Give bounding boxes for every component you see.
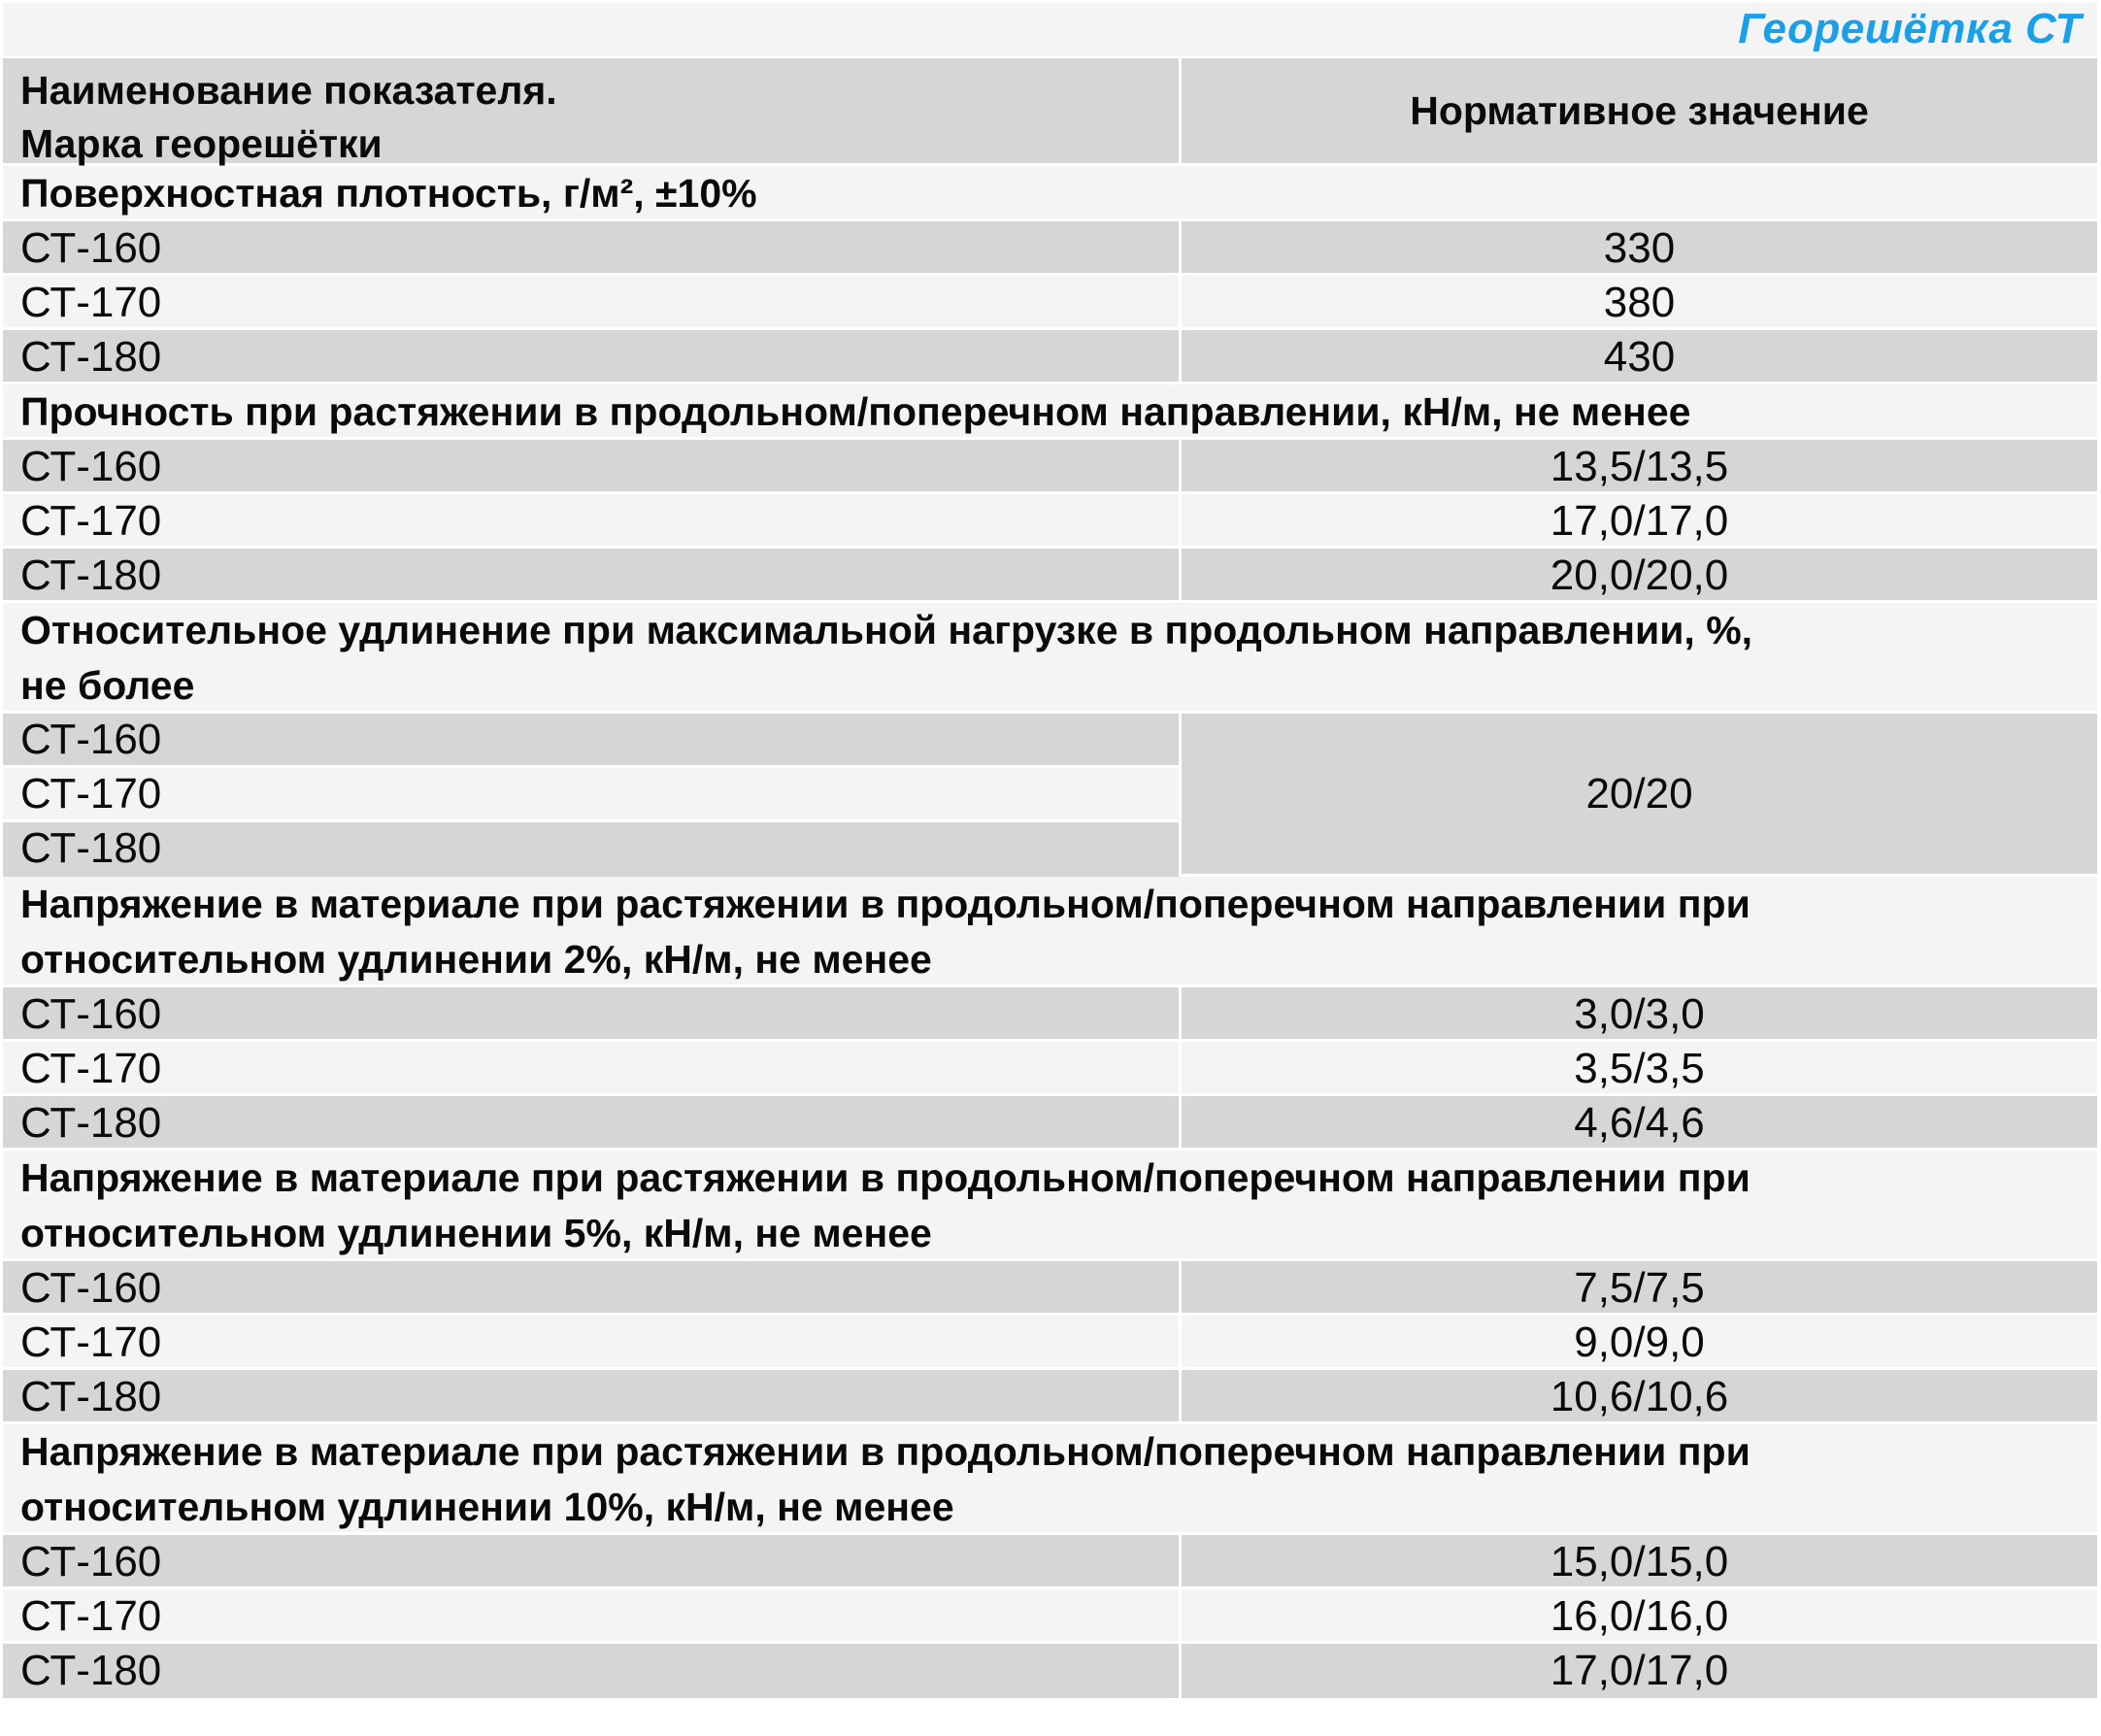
section-title-line-1: Напряжение в материале при растяжении в продольном/поперечном направлении при [20,1429,1751,1474]
title-bar [3,3,2097,56]
section-title-line-1: Относительное удлинение при максимальной нагрузке в продольном направлении, %, [20,608,1753,652]
table-header [3,58,2097,166]
table-row [3,549,2097,603]
table-row [3,1589,2097,1644]
value-cell: 4,6/4,6 [1574,1099,1705,1147]
grade-cell: СТ-160 [3,221,1182,273]
table-row [3,1316,2097,1370]
merged-value-cell: 20/20 [1182,714,2097,874]
section-title [3,1151,2097,1261]
header-line-1: Наименование показателя. [20,68,557,113]
section-title [3,1424,2097,1535]
value-cell: 380 [1603,279,1676,326]
value-cell: 17,0/17,0 [1550,497,1729,545]
spec-table [3,58,2097,1698]
table-row [3,1261,2097,1316]
header-indicator-name [3,58,1182,166]
grade-cell: СТ-160 [3,1535,1182,1586]
table-row [3,1096,2097,1151]
value-cell: 10,6/10,6 [1550,1373,1729,1420]
grade-cell: СТ-170 [3,276,1182,327]
table-row [3,1042,2097,1096]
grade-cell: СТ-160 [3,1261,1182,1313]
section-title: Прочность при растяжении в продольном/поперечном направлении, кН/м, не менее [3,384,2097,440]
table-row [3,1535,2097,1589]
value-cell: 13,5/13,5 [1550,443,1729,490]
section-title-line-1: Напряжение в материале при растяжении в продольном/поперечном направлении при [20,1155,1751,1200]
grade-column [3,714,1182,874]
value-cell: 3,5/3,5 [1574,1045,1705,1092]
grade-cell: СТ-160 [3,714,1179,768]
table-row [3,276,2097,330]
header-normative-value: Нормативное значение [1410,87,1869,133]
table-row [3,1644,2097,1698]
section-title-line-2: не более [20,663,195,708]
section-title [3,877,2097,987]
grade-cell: СТ-180 [3,1644,1182,1698]
section-title-line-2: относительном удлинении 5%, кН/м, не менее [20,1211,932,1255]
grade-cell: СТ-170 [3,768,1179,822]
grade-cell: СТ-160 [3,440,1182,491]
value-cell: 430 [1603,333,1676,381]
table-row [3,1370,2097,1424]
grade-cell: СТ-170 [3,1316,1182,1367]
value-cell: 330 [1603,224,1676,272]
table-row [3,221,2097,276]
header-line-2: Марка георешётки [20,121,383,166]
value-cell: 16,0/16,0 [1550,1592,1729,1640]
value-cell: 20,0/20,0 [1550,551,1729,599]
section-title-line-2: относительном удлинении 2%, кН/м, не менее [20,937,932,982]
section-title [3,603,2097,714]
section-title: Поверхностная плотность, г/м², ±10% [3,166,2097,221]
section-title-line-2: относительном удлинении 10%, кН/м, не менее [20,1485,954,1529]
table-row [3,330,2097,384]
grade-cell: СТ-180 [3,1096,1182,1148]
grade-cell: СТ-180 [3,1370,1182,1421]
value-cell: 9,0/9,0 [1574,1319,1705,1366]
grade-cell: СТ-170 [3,1589,1182,1641]
grade-cell: СТ-180 [3,822,1179,877]
section-title-line-1: Напряжение в материале при растяжении в продольном/поперечном направлении при [20,882,1751,926]
value-cell: 15,0/15,0 [1550,1538,1729,1586]
grade-cell: СТ-170 [3,494,1182,546]
table-row [3,987,2097,1042]
grade-cell: СТ-160 [3,987,1182,1039]
grade-cell: СТ-180 [3,330,1182,382]
value-cell: 3,0/3,0 [1574,990,1705,1038]
document-title: Георешётка СТ [1738,5,2082,52]
table-row [3,494,2097,549]
merged-rows [3,714,2097,877]
value-cell: 17,0/17,0 [1550,1647,1729,1694]
value-cell: 7,5/7,5 [1574,1264,1705,1312]
grade-cell: СТ-170 [3,1042,1182,1093]
table-row [3,440,2097,494]
grade-cell: СТ-180 [3,549,1182,600]
